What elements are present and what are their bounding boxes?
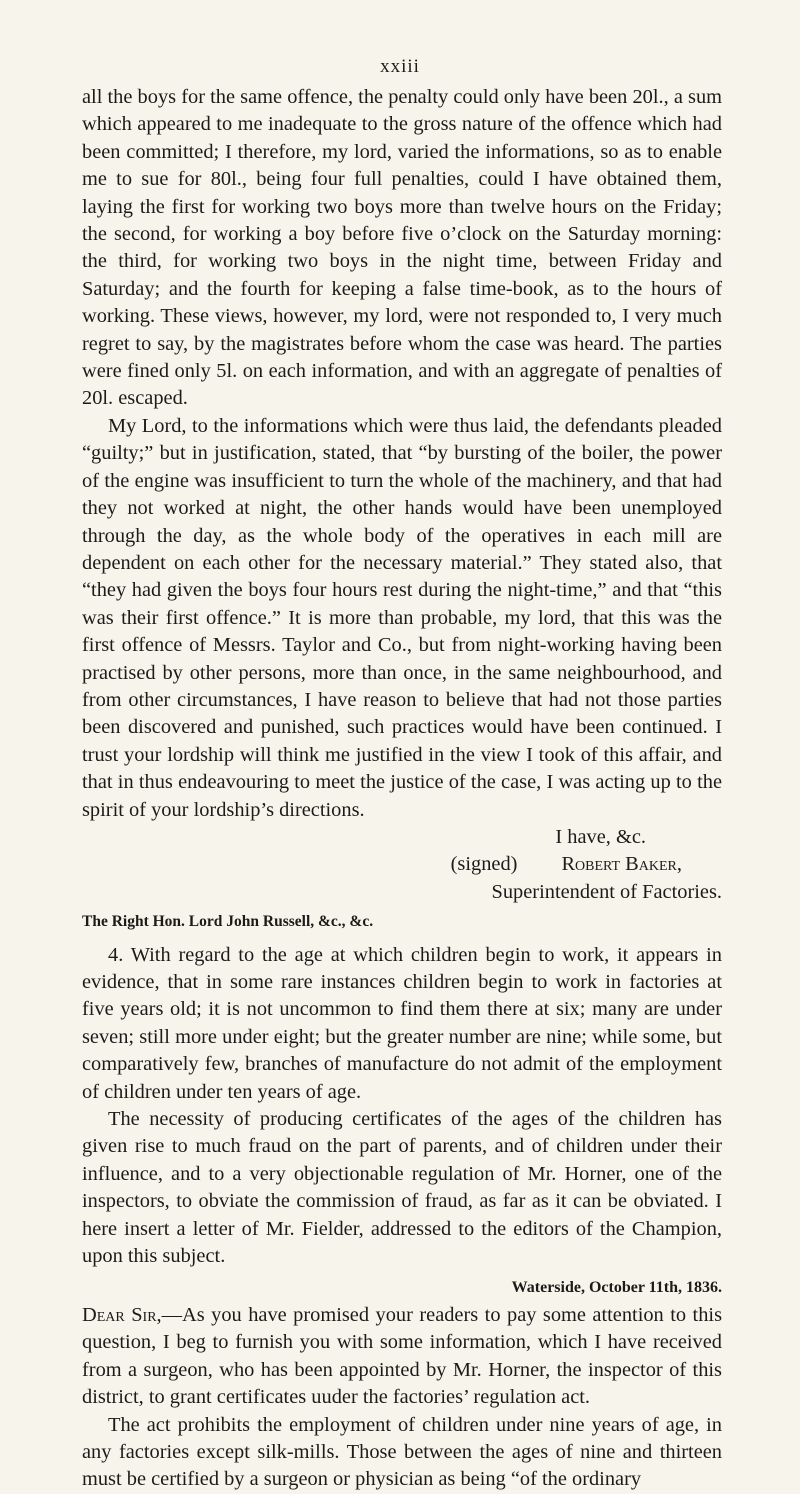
letter-dateline: Waterside, October 11th, 1836.	[511, 1279, 722, 1297]
paragraph-certificates: The necessity of producing certificates of the ages of the children has given rise to much fraud on the part of parents, and of children under their influence, and to a very objectionable regulation of Mr. Horner, one of the inspectors, to obviate the commission of fraud, as far as it can be obviated. I here insert a letter of Mr. Fielder, addressed to the editors of the Champion, upon this subject.	[82, 1108, 722, 1268]
letter-closing: I have, &c.	[555, 825, 646, 848]
paragraph-act-prohibits: The act prohibits the employment of children under nine years of age, in any factories except silk-mills. Those between the ages of nine and thirteen must be certified by a surgeon or physician as being “of the ordinary	[82, 1413, 722, 1491]
letter-opening-text: —As you have promised your readers to pay some attention to this question, I beg to furnish you with some information, which I have received from a surgeon, who has been appointed by Mr. Horner, the inspector of this district, to grant certificates uuder the factories’ regulation act.	[82, 1303, 723, 1409]
signed-label: (signed)	[450, 853, 518, 876]
letter-addressee: The Right Hon. Lord John Russell, &c., &c.	[82, 913, 374, 931]
signature-line	[82, 851, 722, 878]
paragraph-defendants-plea: My Lord, to the informations which were thus laid, the defendants pleaded “guilty;” but in justification, stated, that “by bursting of the boiler, the power of the engine was insufficient to turn the whole of the machinery, and that had they not worked at night, the other hands would have been unemployed through the day, as the whole body of the operatives in each mill are dependent on each other for the necessary material.” They stated also, that “they had given the boys four hours rest during the night-time,” and that “this was their first offence.” It is more than probable, my lord, that this was the first offence of Messrs. Taylor and Co., but from night-working having been practised by other persons, more than once, in the same neighbourhood, and from other circumstances, I have reason to believe that had not those parties been discovered and punished, such practices would have been continued. I trust your lordship will think me justified in the view I took of this affair, and that in thus endeavouring to meet the justice of the case, I was acting up to the spirit of your lordship’s directions.	[82, 414, 722, 821]
letter-opening	[82, 1302, 722, 1412]
body-text	[82, 84, 722, 1494]
page-number: xxiii	[380, 56, 420, 77]
paragraph-continuation: all the boys for the same offence, the penalty could only have been 20l., a sum which appeared to me inadequate to the gross nature of the offence which had been committed; I therefore, my lord, varied the informations, so as to enable me to sue for 80l., being four full penalties, could I have obtained them, laying the first for working two boys more than twelve hours on the Friday; the second, for working a boy before five o’clock on the Saturday morning: the third, for working two boys in the night time, between Friday and Saturday; and the fourth for keeping a false time-book, as to the hours of working. These views, however, my lord, were not responded to, I very much regret to say, by the magistrates before whom the case was heard. The parties were fined only 5l. on each information, and with an aggregate of penalties of 20l. escaped.	[82, 86, 722, 410]
salutation: Dear Sir,	[82, 1303, 162, 1326]
paragraph-age-of-children: 4. With regard to the age at which children begin to work, it appears in evidence, that in some rare instances children begin to work in factories at five years old; it is not uncommon to find them there at six; many are under seven; still more under eight; but the greater number are nine; while some, but comparatively few, branches of manufacture do not admit of the employment of children under ten years of age.	[82, 943, 722, 1103]
signer-name: Robert Baker,	[561, 853, 682, 876]
signer-title: Superintendent of Factories.	[491, 880, 722, 903]
